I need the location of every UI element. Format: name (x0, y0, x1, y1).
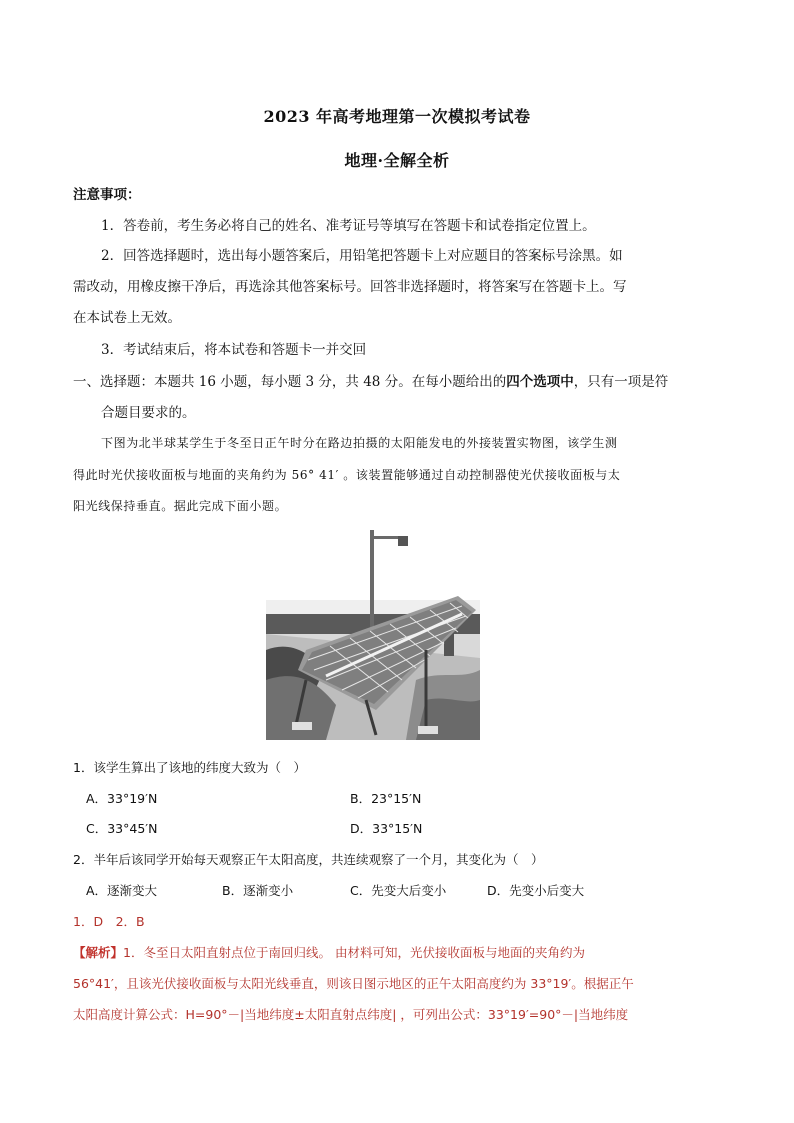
question-2-option-a: A．逐渐变大 (86, 883, 158, 898)
question-1-option-a: A．33°19′N (86, 791, 158, 806)
section-1-label: 一、选择题： (73, 374, 154, 390)
section-1-header (73, 373, 668, 391)
material-line-1: 下图为北半球某学生于冬至日正午时分在路边拍摄的太阳能发电的外接装置实物图，该学生测 (101, 436, 618, 450)
question-1-stem: 1．该学生算出了该地的纬度大致为（ ） (73, 760, 306, 775)
notice-item-2-line-2: 需改动，用橡皮擦干净后，再选涂其他答案标号。回答非选择题时，将答案写在答题卡上。写 (73, 279, 627, 295)
page-title: 2023 年高考地理第一次模拟考试卷 (263, 107, 531, 126)
analysis-tag: 【解析】 (73, 945, 124, 960)
solar-panel-photo (266, 530, 480, 740)
question-1-option-b: B．23°15′N (350, 791, 422, 806)
notice-item-2-line-3: 在本试卷上无效。 (73, 310, 181, 326)
analysis-line-1-text: 1．冬至日太阳直射点位于南回归线。 由材料可知，光伏接收面板与地面的夹角约为 (123, 945, 585, 960)
section-1-desc-b: 四个选项中 (506, 374, 574, 390)
notice-item-2-line-1: 2．回答选择题时，选出每小题答案后，用铅笔把答题卡上对应题目的答案标号涂黑。如 (101, 248, 623, 264)
answer-key: 1．D 2．B (73, 914, 145, 929)
section-1-desc-c: ，只有一项是符 (573, 374, 669, 390)
section-1-desc-a: 本题共 16 小题，每小题 3 分，共 48 分。在每小题给出的 (154, 374, 507, 390)
notice-heading: 注意事项： (73, 187, 141, 203)
question-2-option-d: D．先变小后变大 (487, 883, 585, 898)
question-1-option-d: D．33°15′N (350, 821, 423, 836)
material-line-2: 得此时光伏接收面板与地面的夹角约为 56° 41′ 。该装置能够通过自动控制器使光伏接收面板与太 (73, 468, 621, 482)
section-1-desc-line-2: 合题目要求的。 (101, 405, 196, 421)
material-line-3: 阳光线保持垂直。据此完成下面小题。 (73, 499, 288, 513)
question-1-option-c: C．33°45′N (86, 821, 158, 836)
notice-item-1: 1．答卷前，考生务必将自己的姓名、准考证号等填写在答题卡和试卷指定位置上。 (101, 218, 596, 234)
analysis-line-1 (73, 944, 585, 962)
question-2-stem: 2．半年后该同学开始每天观察正午太阳高度，共连续观察了一个月，其变化为（ ） (73, 852, 544, 867)
question-2-option-c: C．先变大后变小 (350, 883, 447, 898)
analysis-line-2: 56°41′，且该光伏接收面板与太阳光线垂直，则该日图示地区的正午太阳高度约为 33°19′。根据正午 (73, 976, 634, 991)
notice-item-3: 3．考试结束后，将本试卷和答题卡一并交回 (101, 342, 367, 358)
question-2-option-b: B．逐渐变小 (222, 883, 294, 898)
analysis-line-3: 太阳高度计算公式：H=90°－|当地纬度±太阳直射点纬度| ，可列出公式：33°19′=90°－|当地纬度 (73, 1007, 629, 1022)
page-subtitle: 地理·全解全析 (344, 151, 450, 170)
